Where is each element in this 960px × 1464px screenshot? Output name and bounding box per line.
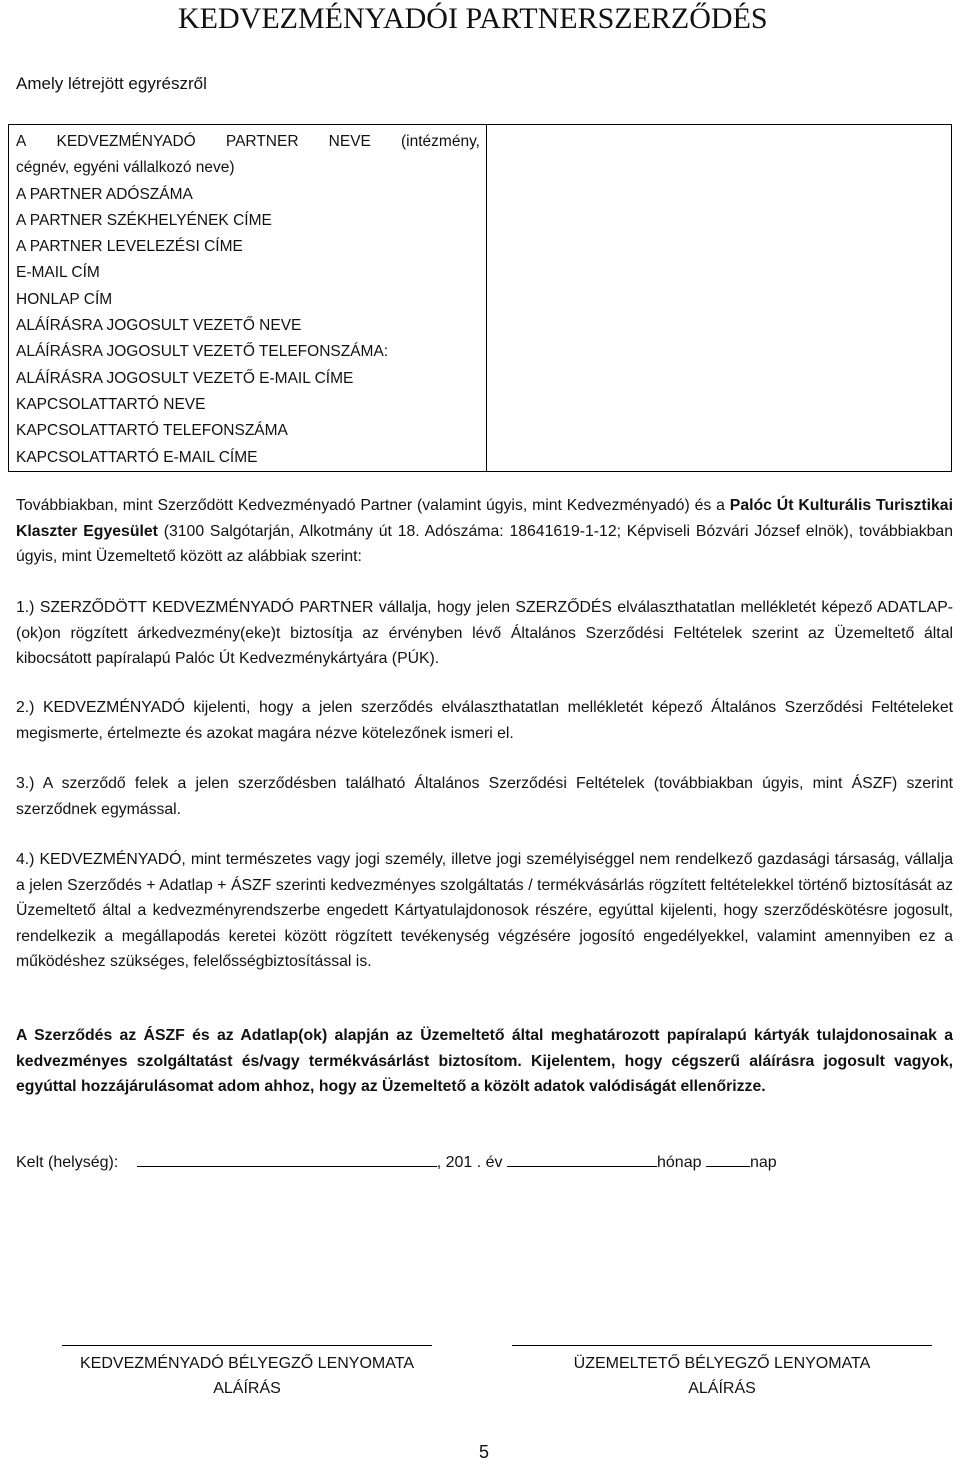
- field-label-partner-name: A KEDVEZMÉNYADÓ PARTNER NEVE (intézmény,: [16, 133, 480, 150]
- place-label: Kelt (helység):: [16, 1154, 119, 1171]
- clause-4: 4.) KEDVEZMÉNYADÓ, mint természetes vagy jogi személy, illetve jogi személyiséggel nem rendelkező gazdasági társaság, vállalja a jelen Szerződés + Adatlap + ÁSZF szerinti kedvezményes szolgáltatás / termékvásárlás rögzített feltételekkel történő biztosítását az Üzemeltető által a kedvezményrendszerbe engedett Kártyatulajdonosok részére, egyúttal kijelenti, hogy szerződéskötésre jogosult, rendelkezik a megállapodás keretei között rögzített tevékenység végzésére jogosító engedélyekkel, valamint amennyiben ez a működéshez szükséges, felelősségbiztosítással is.: [16, 851, 953, 971]
- left-signature-line[interactable]: [62, 1345, 432, 1346]
- declaration-paragraph: A Szerződés az ÁSZF és az Adatlap(ok) alapján az Üzemeltető által meghatározott papíralapú kártyák tulajdonosainak a kedvezményes szolgáltatást és/vagy termékvásárlást biztosítom. Kijelentem, hogy cégszerű aláírásra jogosult vagyok, egyúttal hozzájárulásomat adom ahhoz, hogy az Üzemeltető a közölt adatok valódiságát ellenőrizze.: [16, 1027, 953, 1096]
- field-label: ALÁÍRÁSRA JOGOSULT VEZETŐ NEVE: [16, 317, 302, 335]
- left-signature-label: KEDVEZMÉNYADÓ BÉLYEGZŐ LENYOMATA ALÁÍRÁS: [80, 1355, 414, 1397]
- year-label: , 201 . év: [436, 1154, 503, 1171]
- field-label: KAPCSOLATTARTÓ TELEFONSZÁMA: [16, 422, 288, 440]
- clause-3: 3.) A szerződő felek a jelen szerződésben található Általános Szerződési Feltételek (továbbiakban úgyis, mint ÁSZF) szerint szerződnek egymással.: [16, 775, 953, 818]
- clause-1: 1.) SZERZŐDÖTT KEDVEZMÉNYADÓ PARTNER vállalja, hogy jelen SZERZŐDÉS elválaszthatatlan mellékletét képező ADATLAP-(ok)on rögzített árkedvezmény(eke)t biztosítja az érvényben lévő Általános Szerződési Feltételek szerint az Üzemeltető által kibocsátott papíralapú Palóc Út Kedvezménykártyára (PÚK).: [16, 599, 953, 668]
- field-values-column[interactable]: [487, 125, 952, 472]
- field-label: A PARTNER ADÓSZÁMA: [16, 185, 193, 203]
- field-label: KAPCSOLATTARTÓ E-MAIL CÍME: [16, 448, 258, 466]
- field-label: A PARTNER SZÉKHELYÉNEK CÍME: [16, 211, 272, 229]
- document-title: KEDVEZMÉNYADÓI PARTNERSZERZŐDÉS: [178, 2, 768, 35]
- field-label: A PARTNER LEVELEZÉSI CÍME: [16, 238, 243, 256]
- month-blank[interactable]: [507, 1150, 657, 1167]
- operator-name: Palóc Út Kulturális Turisztikai Klaszter Egyesület: [16, 497, 953, 540]
- party-paragraph: Továbbiakban, mint Szerződött Kedvezményadó Partner (valamint úgyis, mint Kedvezményadó) és a Palóc Út Kulturális Turisztikai Klaszter Egyesület (3100 Salgótarján, Alkotmány út 18. Adószáma: 18641619-1-12; Képviseli Bózvári József elnök), továbbiakban úgyis, mint Üzemeltető között az alábbiak szerint:: [16, 497, 953, 566]
- field-label: cégnév, egyéni vállalkozó neve): [16, 159, 235, 177]
- place-blank[interactable]: [137, 1150, 437, 1167]
- page-number: 5: [478, 1442, 489, 1462]
- day-blank[interactable]: [706, 1150, 750, 1167]
- field-label: HONLAP CÍM: [16, 290, 113, 308]
- field-label: ALÁÍRÁSRA JOGOSULT VEZETŐ TELEFONSZÁMA:: [16, 343, 389, 361]
- clause-2: 2.) KEDVEZMÉNYADÓ kijelenti, hogy a jelen szerződés elválaszthatatlan mellékletét képező Általános Szerződési Feltételeket megismerte, értelmezte és azokat magára nézve kötelezőnek ismeri el.: [16, 699, 953, 742]
- day-label: nap: [749, 1154, 777, 1171]
- partner-data-table: [8, 124, 952, 472]
- month-label: hónap: [657, 1154, 702, 1171]
- intro-text: Amely létrejött egyrészről: [16, 74, 207, 93]
- field-labels-column: [9, 125, 487, 472]
- date-line: [16, 1150, 777, 1172]
- field-label: ALÁÍRÁSRA JOGOSULT VEZETŐ E-MAIL CÍME: [16, 369, 354, 387]
- field-label: KAPCSOLATTARTÓ NEVE: [16, 395, 206, 413]
- field-label: E-MAIL CÍM: [16, 264, 100, 282]
- right-signature-line[interactable]: [512, 1345, 932, 1346]
- right-signature-label: ÜZEMELTETŐ BÉLYEGZŐ LENYOMATA ALÁÍRÁS: [573, 1355, 871, 1397]
